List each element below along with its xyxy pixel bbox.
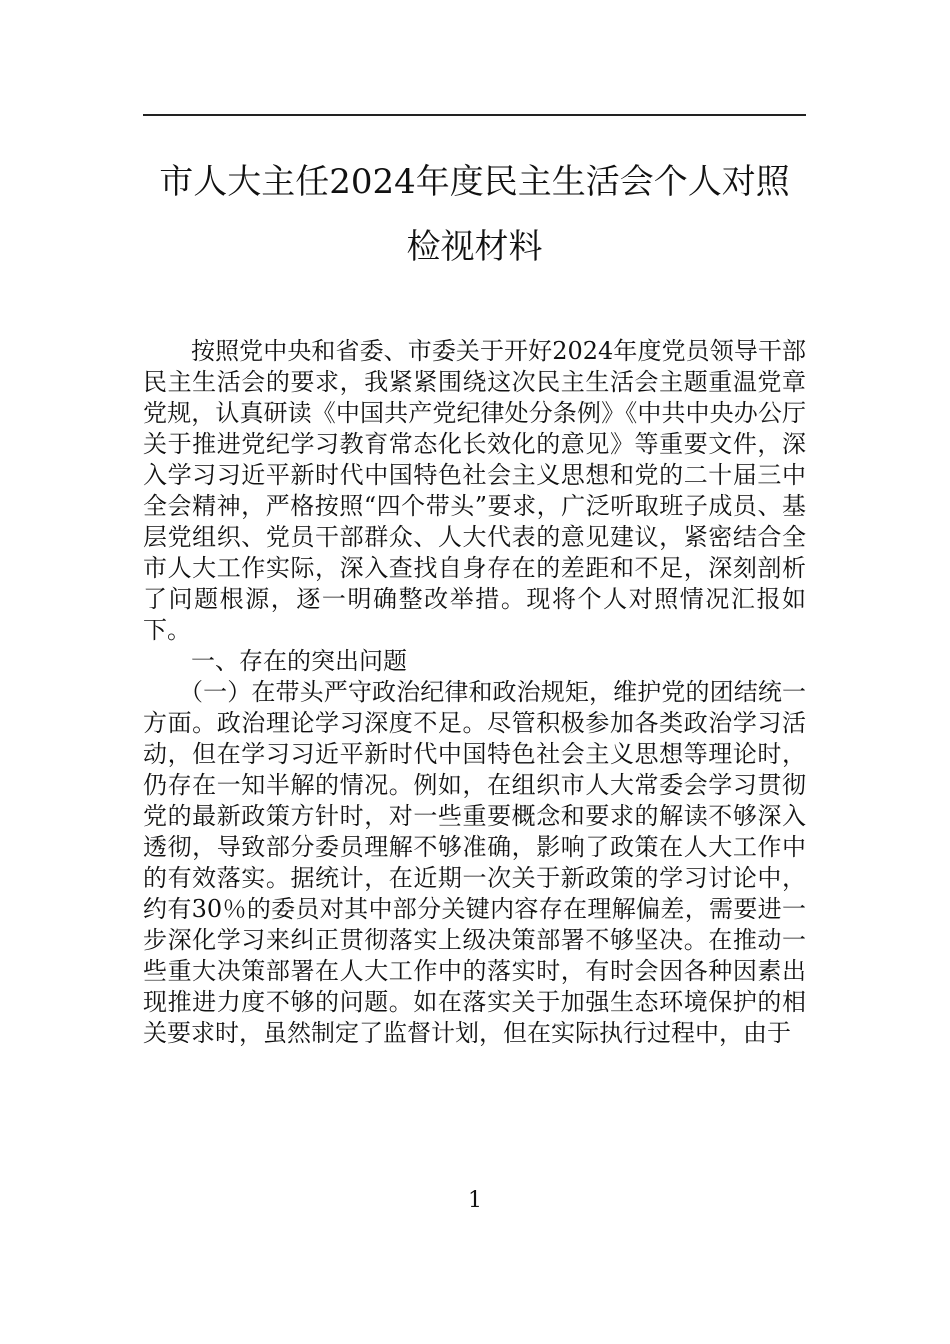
page-number: 1 xyxy=(468,1188,482,1213)
section-heading: 一、存在的突出问题 xyxy=(191,647,407,675)
document-title xyxy=(143,150,806,280)
intro-paragraph: 按照党中央和省委、市委关于开好2024年度党员领导干部民主生活会的要求，我紧紧围绕这次民主生活会主题重温党章党规，认真研读《中国共产党纪律处分条例》《中共中央办公厅关于推进党纪学习教育常态化长效化的意见》等重要文件，深入学习习近平新时代中国特色社会主义思想和党的二十届三中全会精神，严格按照“四个带头”要求，广泛听取班子成员、基层党组织、党员干部群众、人大代表的意见建议，紧密结合全市人大工作实际，深入查找自身存在的差距和不足，深刻剖析了问题根源，逐一明确整改举措。现将个人对照情况汇报如下。 xyxy=(143,337,806,644)
header-rule xyxy=(143,114,806,116)
title-line-2: 检视材料 xyxy=(406,227,543,267)
subsection-paragraph: （一）在带头严守政治纪律和政治规矩，维护党的团结统一方面。政治理论学习深度不足。尽管积极参加各类政治学习活动，但在学习习近平新时代中国特色社会主义思想等理论时，仍存在一知半解的情况。例如，在组织市人大常委会学习贯彻党的最新政策方针时，对一些重要概念和要求的解读不够深入透彻，导致部分委员理解不够准确，影响了政策在人大工作中的有效落实。据统计，在近期一次关于新政策的学习讨论中，约有30％的委员对其中部分关键内容存在理解偏差，需要进一步深化学习来纠正贯彻落实上级决策部署不够坚决。在推动一些重大决策部署在人大工作中的落实时，有时会因各种因素出现推进力度不够的问题。如在落实关于加强生态环境保护的相关要求时，虽然制定了监督计划，但在实际执行过程中，由于 xyxy=(143,678,806,1047)
title-line-1: 市人大主任2024年度民主生活会个人对照 xyxy=(159,162,790,202)
document-body xyxy=(143,336,806,1049)
